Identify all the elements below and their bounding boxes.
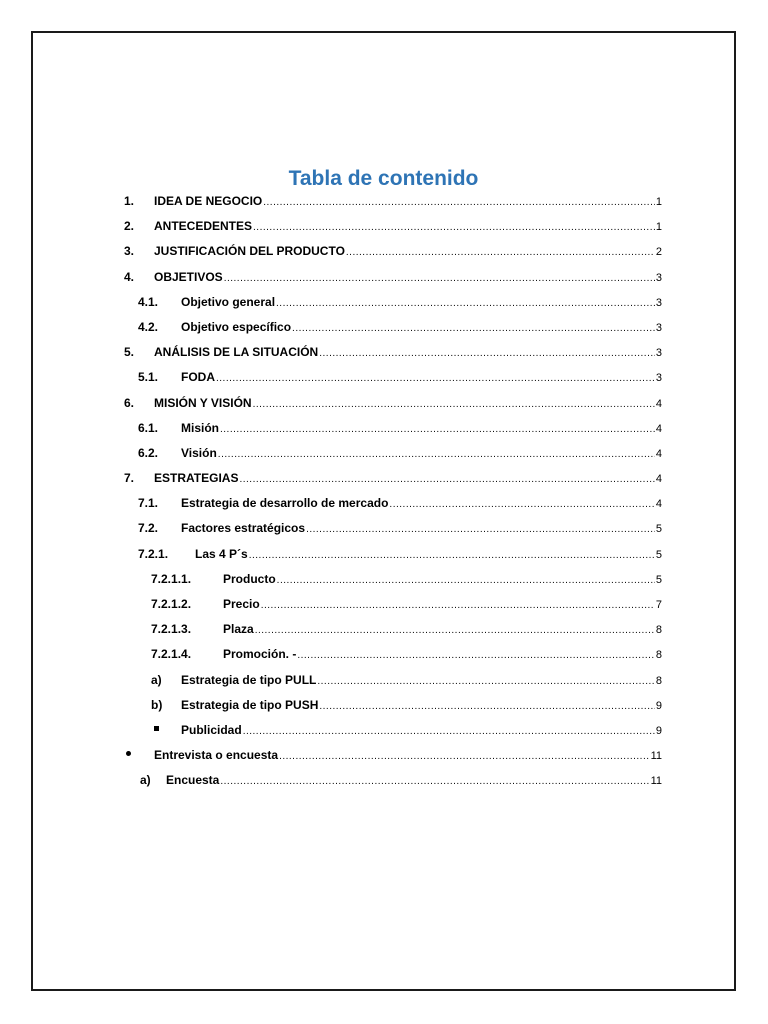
dot-leader	[292, 323, 655, 334]
toc-entry-page: 4	[655, 422, 662, 435]
toc-entry-title: Entrevista o encuesta	[154, 748, 279, 763]
dot-leader	[249, 550, 655, 561]
dot-leader	[220, 776, 649, 787]
dot-leader	[317, 676, 655, 687]
toc-entry-factores-estrategicos[interactable]	[124, 521, 662, 546]
toc-entry-title: MISIÓN Y VISIÓN	[154, 395, 252, 410]
dot-leader	[346, 247, 655, 258]
toc-entry-title: Objetivo general	[181, 294, 276, 309]
dot-leader	[218, 449, 655, 460]
toc-entry-title: ANTECEDENTES	[154, 219, 253, 234]
toc-entry-title: Objetivo específico	[181, 319, 292, 334]
toc-entry-page: 1	[655, 221, 662, 234]
toc-entry-page: 1	[655, 196, 662, 208]
dot-leader	[276, 298, 655, 309]
toc-entry-antecedentes[interactable]	[124, 219, 662, 244]
toc-entry-mision-vision[interactable]	[124, 396, 662, 421]
dot-leader	[253, 222, 655, 233]
dot-leader	[239, 474, 654, 485]
toc-entry-estrategia-push[interactable]	[124, 698, 662, 723]
toc-entry-title: IDEA DE NEGOCIO	[154, 194, 263, 208]
toc-entry-page: 8	[655, 674, 662, 687]
toc-entry-title: Factores estratégicos	[181, 521, 306, 536]
toc-entry-number: 7.2.1.	[138, 546, 169, 561]
toc-entry-page: 4	[655, 447, 662, 460]
toc-entry-objetivos[interactable]	[124, 270, 662, 295]
toc-entry-number: 7.2.1.1.	[151, 571, 192, 586]
toc-entry-number	[151, 723, 181, 737]
round-bullet-icon	[126, 751, 131, 756]
dot-leader	[253, 399, 655, 410]
toc-entry-number: b)	[151, 697, 163, 712]
toc-list	[124, 194, 662, 799]
toc-entry-number: 7.2.	[138, 521, 159, 536]
toc-entry-plaza[interactable]	[124, 622, 662, 647]
toc-entry-title: JUSTIFICACIÓN DEL PRODUCTO	[154, 244, 345, 259]
toc-entry-number: 7.2.1.4.	[151, 647, 192, 662]
toc-entry-title: ESTRATEGIAS	[154, 471, 239, 486]
toc-entry-foda[interactable]	[124, 370, 662, 395]
toc-entry-title: Plaza	[223, 622, 254, 637]
toc-entry-title: Precio	[223, 597, 260, 611]
toc-entry-title: Producto	[223, 571, 276, 586]
toc-entry-title: Publicidad	[181, 722, 242, 737]
toc-entry-desarrollo-mercado[interactable]	[124, 496, 662, 521]
toc-entry-number: 7.2.1.2.	[151, 597, 192, 611]
toc-entry-page: 2	[655, 246, 662, 259]
toc-entry-title: FODA	[181, 370, 215, 385]
dot-leader	[243, 726, 655, 737]
toc-entry-title: Misión	[181, 420, 219, 435]
toc-entry-entrevista-encuesta[interactable]	[124, 748, 662, 773]
toc-entry-title: Promoción. -	[223, 647, 297, 662]
dot-leader	[319, 348, 655, 359]
toc-entry-page: 8	[655, 649, 662, 662]
toc-entry-title: OBJETIVOS	[154, 269, 223, 284]
toc-entry-number: 6.	[124, 395, 135, 410]
toc-entry-page: 4	[655, 473, 662, 486]
toc-entry-analisis[interactable]	[124, 345, 662, 370]
toc-entry-idea-de-negocio[interactable]	[124, 194, 662, 219]
toc-entry-number: 4.	[124, 269, 135, 284]
toc-entry-producto[interactable]	[124, 572, 662, 597]
toc-entry-page: 3	[655, 347, 662, 360]
toc-entry-page: 5	[655, 548, 662, 561]
toc-entry-title: ANÁLISIS DE LA SITUACIÓN	[154, 345, 319, 360]
dot-leader	[263, 197, 655, 208]
toc-entry-justificacion[interactable]	[124, 244, 662, 269]
toc-entry-page: 9	[655, 699, 662, 712]
toc-entry-page: 3	[655, 372, 662, 385]
toc-title: Tabla de contenido	[288, 167, 479, 190]
toc-entry-page: 5	[655, 523, 662, 536]
toc-entry-number: 5.1.	[138, 370, 159, 385]
toc-entry-page: 11	[650, 775, 662, 788]
toc-entry-number: 2.	[124, 219, 135, 234]
toc-entry-title: Las 4 P´s	[195, 546, 248, 561]
toc-entry-page: 8	[655, 624, 662, 637]
dot-leader	[389, 499, 654, 510]
toc-entry-page: 5	[655, 573, 662, 586]
document-page	[31, 31, 736, 991]
toc-entry-number	[124, 748, 154, 762]
toc-entry-number: 4.2.	[138, 319, 159, 334]
toc-entry-estrategias[interactable]	[124, 471, 662, 496]
toc-entry-number: 7.2.1.3.	[151, 622, 192, 637]
toc-entry-encuesta[interactable]	[124, 773, 662, 798]
toc-entry-page: 3	[655, 321, 662, 334]
dot-leader	[255, 625, 655, 636]
dot-leader	[306, 524, 655, 535]
toc-entry-page: 7	[655, 599, 662, 611]
toc-entry-title: Estrategia de desarrollo de mercado	[181, 496, 389, 511]
toc-entry-page: 11	[650, 750, 662, 763]
toc-entry-estrategia-pull[interactable]	[124, 673, 662, 698]
dot-leader	[261, 600, 655, 611]
toc-entry-number: a)	[140, 773, 151, 788]
dot-leader	[224, 273, 655, 284]
toc-entry-page: 3	[655, 296, 662, 309]
toc-entry-number: 6.1.	[138, 420, 159, 435]
toc-entry-number: 6.2.	[138, 445, 159, 460]
toc-entry-title: Estrategia de tipo PULL	[181, 672, 317, 687]
toc-entry-objetivo-especifico[interactable]	[124, 320, 662, 345]
toc-entry-number: a)	[151, 672, 162, 687]
dot-leader	[216, 373, 655, 384]
dot-leader	[220, 424, 655, 435]
toc-entry-title: Visión	[181, 445, 217, 460]
toc-entry-objetivo-general[interactable]	[124, 295, 662, 320]
dot-leader	[319, 701, 655, 712]
toc-entry-number: 4.1.	[138, 294, 159, 309]
toc-entry-promocion[interactable]	[124, 647, 662, 672]
toc-entry-number: 7.1.	[138, 496, 159, 511]
toc-entry-number: 1.	[124, 194, 135, 208]
dot-leader	[279, 751, 650, 762]
toc-entry-page: 4	[655, 498, 662, 511]
toc-entry-page: 3	[655, 271, 662, 284]
toc-entry-page: 9	[655, 724, 662, 737]
square-bullet-icon	[154, 726, 159, 731]
toc-entry-las-4-ps[interactable]	[124, 547, 662, 572]
dot-leader	[297, 650, 655, 661]
dot-leader	[277, 575, 655, 586]
toc-entry-title: Estrategia de tipo PUSH	[181, 697, 319, 712]
toc-entry-page: 4	[655, 397, 662, 410]
toc-entry-publicidad[interactable]	[124, 723, 662, 748]
toc-entry-title: Encuesta	[166, 773, 220, 788]
toc-entry-number: 7.	[124, 471, 135, 486]
toc-entry-number: 3.	[124, 244, 135, 259]
toc-entry-precio[interactable]	[124, 597, 662, 622]
toc-entry-mision[interactable]	[124, 421, 662, 446]
toc-entry-vision[interactable]	[124, 446, 662, 471]
toc-entry-number: 5.	[124, 345, 135, 360]
